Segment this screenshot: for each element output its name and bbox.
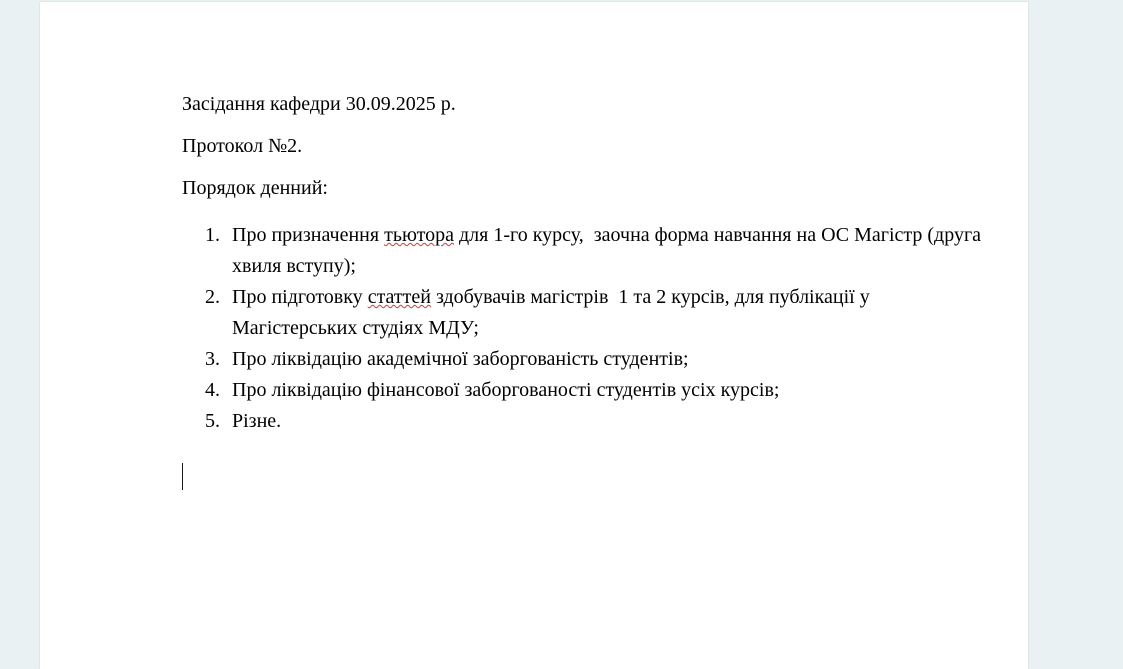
list-item-number: 1.: [205, 224, 220, 246]
spellcheck-underlined-word: тьютора: [384, 224, 454, 246]
text-cursor: [182, 463, 183, 490]
document-page[interactable]: [40, 2, 1028, 669]
list-item-text-after: для 1-го курсу, заочна форма навчання на ОС Магістр (друга хвиля вступу);: [232, 224, 987, 277]
list-item-text: Про ліквідацію академічної заборгованість студентів;: [232, 348, 689, 370]
list-item-number: 2.: [205, 286, 220, 308]
list-item-text-before: Про призначення: [232, 224, 385, 246]
list-item-text: Про ліквідацію фінансової заборгованості студентів усіх курсів;: [232, 379, 780, 401]
list-item-number: 4.: [205, 379, 220, 401]
agenda-heading-line: Порядок денний:: [182, 177, 328, 199]
list-item-text: [232, 282, 982, 344]
protocol-number-line: Протокол №2.: [182, 135, 303, 157]
list-item-number: 5.: [205, 410, 220, 432]
list-item: [182, 282, 982, 344]
list-item-text-after: здобувачів магістрів 1 та 2 курсів, для публікації у Магістерських студіях МДУ;: [232, 286, 875, 339]
meeting-title-line: Засідання кафедри 30.09.2025 р.: [182, 93, 456, 115]
agenda-list: [182, 220, 987, 437]
list-item: [182, 375, 982, 406]
document-content[interactable]: [182, 93, 987, 437]
list-item-text: [232, 220, 987, 282]
list-item: [182, 344, 982, 375]
list-item-text-before: Про підготовку: [232, 286, 368, 308]
list-item: [182, 406, 982, 437]
list-item: [182, 220, 987, 282]
list-item-number: 3.: [205, 348, 220, 370]
list-item-text: Різне.: [232, 410, 282, 432]
spellcheck-underlined-word: статтей: [367, 286, 431, 308]
